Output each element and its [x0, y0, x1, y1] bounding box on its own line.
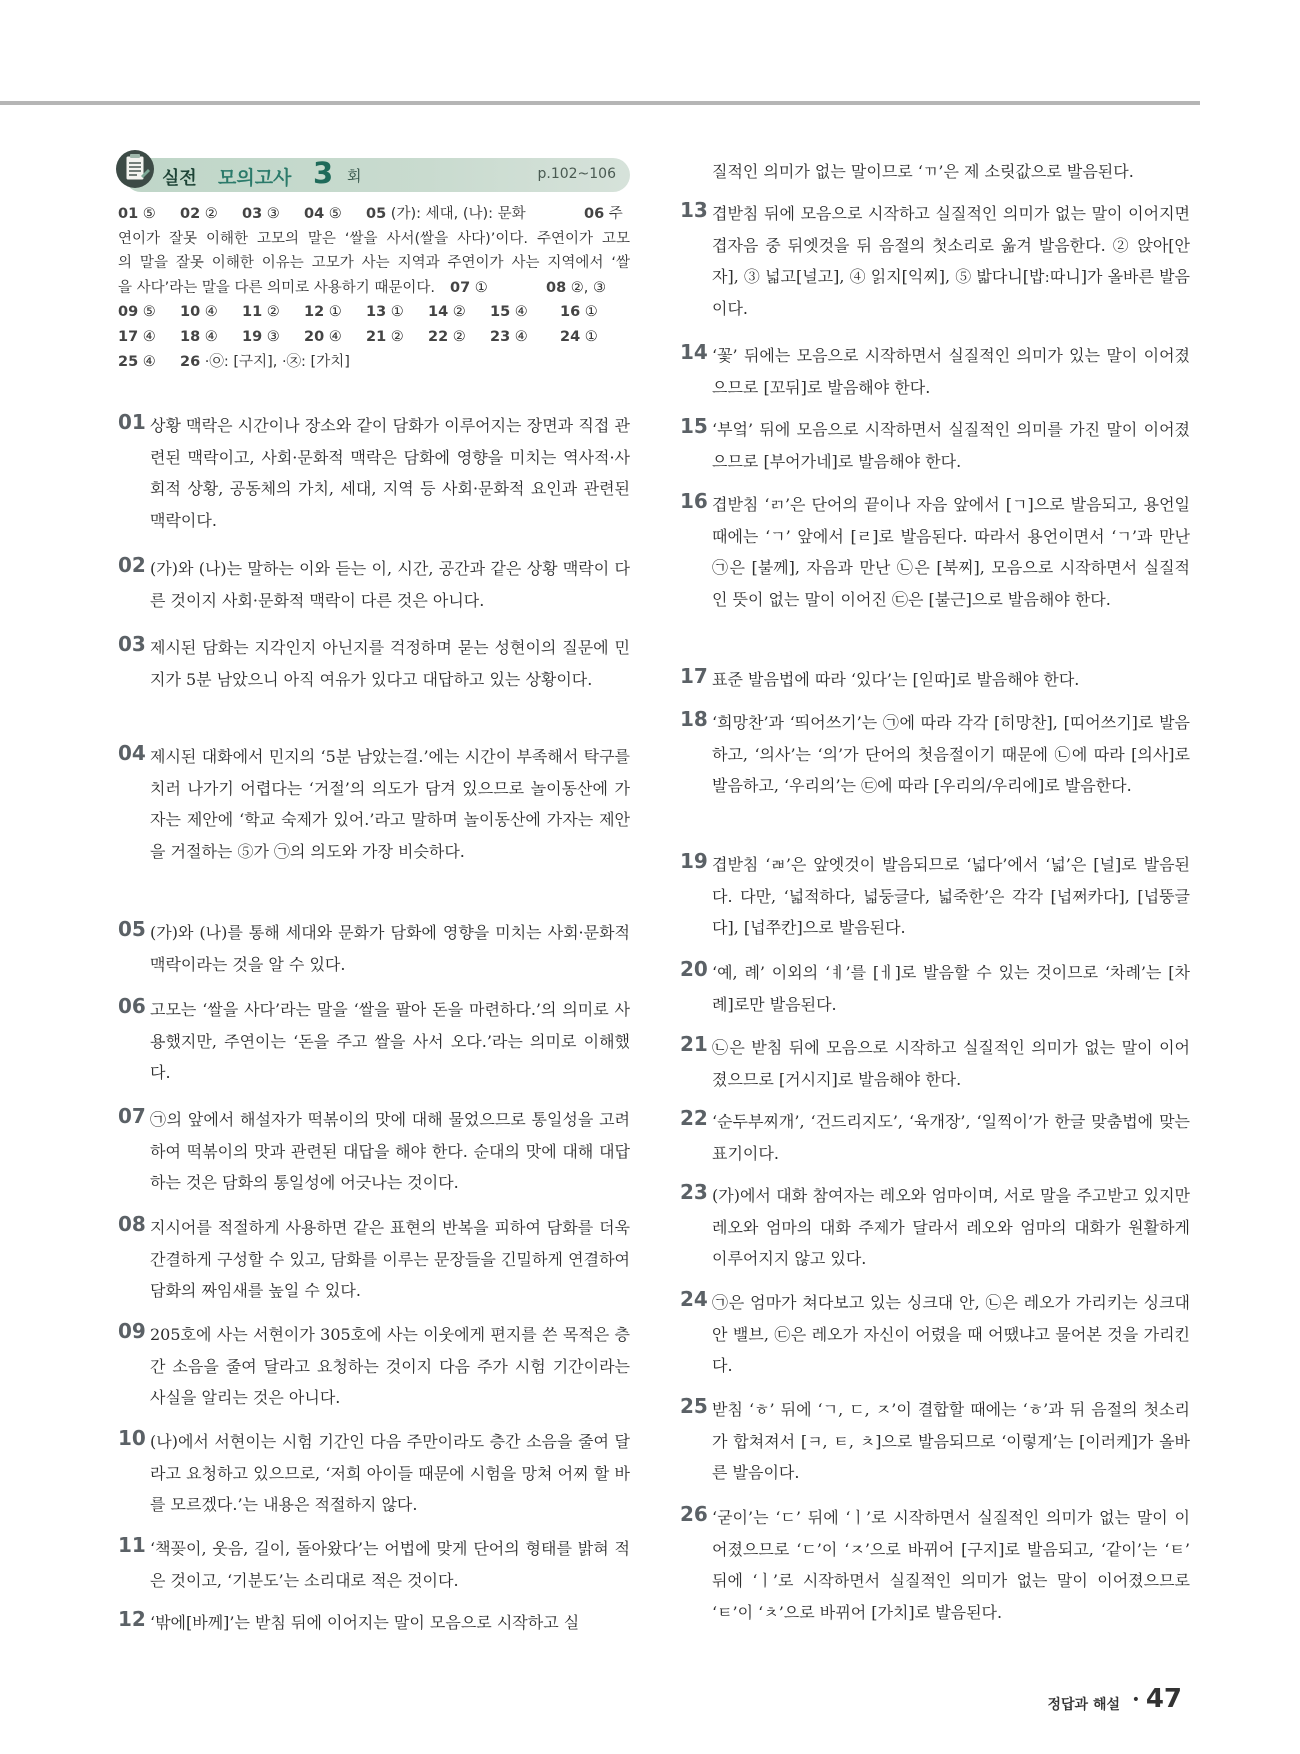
header-title-2: 모의고사	[218, 167, 292, 189]
explanation-16: 16 겹받침 ‘ㄺ’은 단어의 끝이나 자음 앞에서 [ㄱ]으로 발음되고, 용언일 때에는 ‘ㄱ’ 앞에서 [ㄹ]로 발음된다. 따라서 용언이면서 ‘ㄱ’과 만난 ㉠은 [불께], 자음과 만난 ㉡은 [북찌], 모음으로 시작하면서 실질적인 뜻이 없는 말이 이어진 ㉢은 [불근]으로 발음해야 한다.	[680, 489, 1190, 609]
explanation-17: 17 표준 발음법에 따라 ‘있다’는 [읻따]로 발음해야 한다.	[680, 664, 1080, 689]
exam-suffix: 회	[347, 167, 362, 185]
page-range: p.102~106	[537, 166, 616, 182]
explanation-02: 02 (가)와 (나)는 말하는 이와 듣는 이, 시간, 공간과 같은 상황 맥락이 다른 것이지 사회·문화적 맥락이 다른 것은 아니다.	[118, 553, 630, 610]
answer-item: 09 ⑤	[118, 304, 156, 321]
answer-item: 06 주	[584, 206, 623, 222]
answer-item: 01 ⑤	[118, 206, 156, 222]
explanation-10: 10 (나)에서 서현이는 시험 기간인 다음 주만이라도 층간 소음을 줄여 달라고 요청하고 있으므로, ‘저희 아이들 때문에 시험을 망쳐 어찌 할 바를 모르겠다.’는 내용은 적절하지 않다.	[118, 1426, 630, 1514]
explanation-09: 09 205호에 사는 서현이가 305호에 사는 이웃에게 편지를 쓴 목적은 층간 소음을 줄여 달라고 요청하는 것이지 다음 주가 시험 기간이라는 사실을 알리는 것은 아니다.	[118, 1319, 630, 1407]
answer-06-line-3: 을 사다’라는 말을 다른 의미로 사용하기 때문이다.	[118, 279, 436, 296]
answer-06-line-1: 연이가 잘못 이해한 고모의 말은 ‘쌀을 사서(쌀을 사다)’이다. 주연이가 고모	[118, 230, 630, 247]
explanation-04: 04 제시된 대화에서 민지의 ‘5분 남았는걸.’에는 시간이 부족해서 탁구를 치러 나가기 어렵다는 ‘거절’의 의도가 담겨 있으므로 놀이동산에 가자는 제안에 ‘학교 숙제가 있어.’라고 말하며 놀이동산에 가자는 제안을 거절하는 ⑤가 ㉠의 의도와 가장 비슷하다.	[118, 741, 630, 861]
answer-row-1	[118, 202, 630, 227]
answer-row-7	[118, 350, 630, 375]
answer-item: 20 ④	[304, 328, 342, 345]
page-number: 47	[1145, 1684, 1182, 1714]
answer-item: 05 (가): 세대, (나): 문화	[366, 206, 526, 222]
answer-item: 02 ②	[180, 206, 218, 222]
answer-item: 15 ④	[490, 304, 528, 321]
explanation-07: 07 ㉠의 앞에서 해설자가 떡볶이의 맛에 대해 물었으므로 통일성을 고려하여 떡볶이의 맛과 관련된 대답을 해야 한다. 순대의 맛에 대해 대답하는 것은 담화의 통일성에 어긋나는 것이다.	[118, 1104, 630, 1192]
answer-item: 24 ①	[560, 328, 598, 345]
explanation-05: 05 (가)와 (나)를 통해 세대와 문화가 담화에 영향을 미치는 사회·문화적 맥락이라는 것을 알 수 있다.	[118, 917, 630, 974]
answer-row-5	[118, 300, 630, 325]
answer-item: 25 ④	[118, 353, 156, 370]
footer-bullet: •	[1131, 1692, 1140, 1708]
notepad-icon	[114, 146, 156, 192]
answer-item: 07 ①	[450, 279, 488, 296]
answer-item: 12 ①	[304, 304, 342, 321]
explanation-08: 08 지시어를 적절하게 사용하면 같은 표현의 반복을 피하여 담화를 더욱 간결하게 구성할 수 있고, 담화를 이루는 문장들을 긴밀하게 연결하여 담화의 짜임새를 높일 수 있다.	[118, 1212, 630, 1300]
explanation-01: 01 상황 맥락은 시간이나 장소와 같이 담화가 이루어지는 장면과 직접 관련된 맥락이고, 사회·문화적 맥락은 담화에 영향을 미치는 역사적·사회적 상황, 공동체의 가치, 세대, 지역 등 사회·문화적 요인과 관련된 맥락이다.	[118, 410, 630, 530]
top-rule	[0, 101, 1200, 105]
section-header	[124, 158, 630, 192]
answer-key	[118, 202, 630, 374]
explanation-24: 24 ㉠은 엄마가 쳐다보고 있는 싱크대 안, ㉡은 레오가 가리키는 싱크대 안 밸브, ㉢은 레오가 자신이 어렸을 때 어땠냐고 물어본 것을 가리킨다.	[680, 1287, 1190, 1375]
explanation-21: 21 ㉡은 받침 뒤에 모음으로 시작하고 실질적인 의미가 없는 말이 이어졌으므로 [거시지]로 발음해야 한다.	[680, 1032, 1190, 1089]
explanation-12-continued: 질적인 의미가 없는 말이므로 ‘ㄲ’은 제 소릿값으로 발음된다.	[712, 162, 1134, 181]
answer-item: 10 ④	[180, 304, 218, 321]
explanation-23: 23 (가)에서 대화 참여자는 레오와 엄마이며, 서로 말을 주고받고 있지만 레오와 엄마의 대화 주제가 달라서 레오와 엄마의 대화가 원활하게 이루어지지 않고 있다.	[680, 1180, 1190, 1268]
left-column	[118, 158, 630, 374]
answer-item: 17 ④	[118, 328, 156, 345]
explanation-26: 26 ‘굳이’는 ‘ㄷ’ 뒤에 ‘ㅣ’로 시작하면서 실질적인 의미가 없는 말이 이어졌으므로 ‘ㄷ’이 ‘ㅈ’으로 바뀌어 [구지]로 발음되고, ‘같이’는 ‘ㅌ’ 뒤에 ‘ㅣ’로 시작하면서 실질적인 의미가 없는 말이 이어졌으므로 ‘ㅌ’이 ‘ㅊ’으로 바뀌어 [가치]로 발음된다.	[680, 1502, 1190, 1622]
answer-item: 03 ③	[242, 206, 280, 222]
explanation-13: 13 겹받침 뒤에 모음으로 시작하고 실질적인 의미가 없는 말이 이어지면 겹자음 중 뒤엣것을 뒤 음절의 첫소리로 옮겨 발음한다. ② 앉아[안자], ③ 넓고[널고], ④ 읽지[익찌], ⑤ 밟다니[밥ː따니]가 올바른 발음이다.	[680, 198, 1190, 318]
answer-item: 23 ④	[490, 328, 528, 345]
explanation-19: 19 겹받침 ‘ㄼ’은 앞엣것이 발음되므로 ‘넓다’에서 ‘넓’은 [널]로 발음된다. 다만, ‘넓적하다, 넓둥글다, 넓죽한’은 각각 [넙쩌카다], [넙뚱글다], [넙쭈칸]으로 발음된다.	[680, 849, 1190, 937]
answer-row-6	[118, 325, 630, 350]
answer-item: 11 ②	[242, 304, 280, 321]
answer-06-line-2: 의 말을 잘못 이해한 이유는 고모가 사는 지역과 주연이가 사는 지역에서 ‘쌀	[118, 255, 630, 272]
answer-row-4	[118, 276, 630, 301]
explanation-03: 03 제시된 담화는 지각인지 아닌지를 걱정하며 묻는 성현이의 질문에 민지가 5분 남았으니 아직 여유가 있다고 대답하고 있는 상황이다.	[118, 632, 630, 689]
header-title-1: 실전	[162, 168, 197, 189]
answer-item: 21 ②	[366, 328, 404, 345]
answer-item: 08 ②, ③	[546, 279, 607, 296]
answer-item: 18 ④	[180, 328, 218, 345]
explanation-18: 18 ‘희망찬’과 ‘띄어쓰기’는 ㉠에 따라 각각 [히망찬], [띠어쓰기]로 발음하고, ‘의사’는 ‘의’가 단어의 첫음절이기 때문에 ㉡에 따라 [의사]로 발음하고, ‘우리의’는 ㉢에 따라 [우리의/우리에]로 발음한다.	[680, 707, 1190, 795]
answer-item: 04 ⑤	[304, 206, 342, 222]
answer-item: 26 ·㉧: [구지], ·㉨: [가치]	[180, 353, 350, 370]
answer-item: 14 ②	[428, 304, 466, 321]
answer-item: 22 ②	[428, 328, 466, 345]
explanation-12: 12 ‘밖에[바께]’는 받침 뒤에 이어지는 말이 모음으로 시작하고 실	[118, 1607, 580, 1632]
explanation-11: 11 ‘책꽂이, 웃음, 길이, 돌아왔다’는 어법에 맞게 단어의 형태를 밝혀 적은 것이고, ‘기분도’는 소리대로 적은 것이다.	[118, 1533, 630, 1590]
footer-label: 정답과 해설	[1047, 1697, 1120, 1713]
explanation-20: 20 ‘예, 례’ 이외의 ‘ㅖ’를 [ㅔ]로 발음할 수 있는 것이므로 ‘차례’는 [차례]로만 발음된다.	[680, 957, 1190, 1014]
explanation-14: 14 ‘꽃’ 뒤에는 모음으로 시작하면서 실질적인 의미가 있는 말이 이어졌으므로 [꼬뒤]로 발음해야 한다.	[680, 340, 1190, 397]
exam-number: 3	[313, 156, 334, 190]
answer-item: 19 ③	[242, 328, 280, 345]
answer-item: 13 ①	[366, 304, 404, 321]
answer-item: 16 ①	[560, 304, 598, 321]
explanation-25: 25 받침 ‘ㅎ’ 뒤에 ‘ㄱ, ㄷ, ㅈ’이 결합할 때에는 ‘ㅎ’과 뒤 음절의 첫소리가 합쳐져서 [ㅋ, ㅌ, ㅊ]으로 발음되므로 ‘이렇게’는 [이러케]가 올바른 발음이다.	[680, 1394, 1190, 1482]
explanation-22: 22 ‘순두부찌개’, ‘건드리지도’, ‘육개장’, ‘일찍이’가 한글 맞춤법에 맞는 표기이다.	[680, 1106, 1190, 1163]
explanation-15: 15 ‘부엌’ 뒤에 모음으로 시작하면서 실질적인 의미를 가진 말이 이어졌으므로 [부어가네]로 발음해야 한다.	[680, 414, 1190, 471]
explanation-06: 06 고모는 ‘쌀을 사다’라는 말을 ‘쌀을 팔아 돈을 마련하다.’의 의미로 사용했지만, 주연이는 ‘돈을 주고 쌀을 사서 오다.’라는 의미로 이해했다.	[118, 994, 630, 1082]
